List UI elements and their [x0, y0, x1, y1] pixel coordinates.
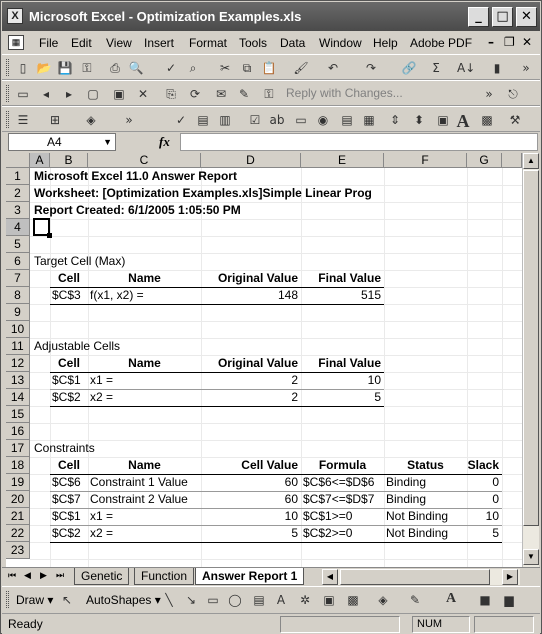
- table-rule: [50, 304, 384, 305]
- gridline: [502, 168, 503, 567]
- row-header[interactable]: 12: [6, 355, 30, 372]
- show-all-comments-icon[interactable]: ▣: [113, 87, 125, 101]
- section-target-cell: Target Cell (Max): [34, 254, 126, 268]
- table-row-final: 10: [367, 373, 381, 387]
- row-header[interactable]: 8: [6, 287, 30, 304]
- textbox-icon[interactable]: ▤: [253, 593, 265, 607]
- table-header-name: Name: [128, 271, 161, 285]
- hyperlink-icon[interactable]: 🔗: [401, 61, 417, 75]
- row-header[interactable]: 14: [6, 389, 30, 406]
- align-icon[interactable]: ☰: [17, 113, 29, 127]
- table-row-name: f(x1, x2) =: [90, 288, 144, 302]
- menu-adobe-pdf[interactable]: Adobe PDF: [410, 36, 473, 50]
- menu-data[interactable]: Data: [280, 36, 306, 50]
- row-header[interactable]: 20: [6, 491, 30, 508]
- table-row-original: 2: [291, 390, 298, 404]
- worksheet-grid[interactable]: [6, 153, 522, 567]
- table-header-final: Final Value: [318, 356, 381, 370]
- row-header[interactable]: 16: [6, 423, 30, 440]
- row-header[interactable]: 4: [6, 219, 30, 236]
- toolbar-options-icon[interactable]: »: [485, 87, 493, 101]
- standard-toolbar: [2, 54, 540, 80]
- delete-comment-icon[interactable]: ✕: [137, 87, 149, 101]
- row-header[interactable]: 23: [6, 542, 30, 559]
- next-comment-icon[interactable]: ▸: [65, 87, 73, 101]
- next-sheet-icon[interactable]: ▶: [40, 570, 47, 580]
- reviewing-toolbar: [2, 80, 540, 106]
- print-preview-icon[interactable]: 🔍: [128, 61, 144, 75]
- row-header[interactable]: 21: [6, 508, 30, 525]
- workbook-icon[interactable]: ▦: [8, 35, 24, 50]
- arrow-icon[interactable]: ↘: [185, 593, 197, 607]
- table-row-name: Constraint 1 Value: [90, 475, 188, 489]
- row-header[interactable]: 11: [6, 338, 30, 355]
- table-row-slack: 0: [492, 475, 499, 489]
- column-header-e[interactable]: E: [301, 153, 384, 168]
- table-row-name: x1 =: [90, 509, 114, 523]
- shadow-icon[interactable]: ▆: [504, 593, 514, 607]
- drawing-toolbar: [2, 586, 540, 613]
- spelling-icon[interactable]: ✓: [165, 61, 177, 75]
- tools-icon[interactable]: ⚒: [509, 113, 521, 127]
- checkbox-control-icon[interactable]: ☑: [249, 113, 261, 127]
- fill-color-icon[interactable]: ◈: [378, 593, 388, 607]
- row-header[interactable]: 13: [6, 372, 30, 389]
- table-row-value: 60: [284, 492, 298, 506]
- table-row-formula: $C$1>=0: [303, 509, 353, 523]
- diagram-icon[interactable]: ✲: [299, 593, 311, 607]
- section-adjustable-cells: Adjustable Cells: [34, 339, 121, 353]
- column-header-b[interactable]: B: [50, 153, 88, 168]
- select-all-corner[interactable]: [6, 153, 30, 168]
- table-row-status: Not Binding: [386, 526, 449, 540]
- column-header-h[interactable]: [502, 153, 522, 168]
- sheet-tab-function[interactable]: Function: [134, 568, 194, 585]
- highlight-changes-icon[interactable]: ✎: [238, 87, 250, 101]
- menu-edit[interactable]: Edit: [71, 36, 92, 50]
- permission-icon[interactable]: ⚿: [82, 61, 92, 75]
- horizontal-scrollbar[interactable]: [322, 569, 520, 585]
- column-header-d[interactable]: D: [201, 153, 301, 168]
- picture-icon[interactable]: ▩: [347, 593, 359, 607]
- column-header-c[interactable]: C: [88, 153, 201, 168]
- table-row-slack: 0: [492, 492, 499, 506]
- menu-bar: [2, 32, 540, 54]
- toolbar-grip[interactable]: [6, 85, 9, 102]
- toolbar-options-icon[interactable]: »: [522, 61, 530, 75]
- table-header-original: Original Value: [217, 356, 298, 370]
- clip-art-icon[interactable]: ▣: [323, 593, 335, 607]
- table-row-cell-ref: $C$3: [52, 288, 81, 302]
- combobox-icon[interactable]: ▦: [363, 113, 375, 127]
- spinner-icon[interactable]: ⬍: [413, 113, 425, 127]
- table-header-name: Name: [128, 458, 161, 472]
- scrollbar-control-icon[interactable]: ⇕: [389, 113, 401, 127]
- insert-function-icon[interactable]: fx: [159, 134, 170, 149]
- table-rule: [50, 542, 502, 543]
- text-a-icon[interactable]: A: [456, 111, 470, 131]
- paste-icon[interactable]: 📋: [261, 61, 277, 75]
- frame-control-icon[interactable]: ▭: [295, 113, 307, 127]
- menu-format[interactable]: Format: [189, 36, 228, 50]
- table-header-status: Status: [407, 458, 444, 472]
- update-file-icon[interactable]: ⟳: [189, 87, 201, 101]
- row-header[interactable]: 9: [6, 304, 30, 321]
- doc-minimize-button[interactable]: –: [488, 35, 494, 49]
- column-header-a[interactable]: A: [30, 153, 50, 168]
- report-created: Report Created: 6/1/2005 1:05:50 PM: [34, 203, 241, 217]
- table-row-name: x2 =: [90, 390, 114, 404]
- menu-view[interactable]: View: [106, 36, 132, 50]
- autosum-icon[interactable]: Σ: [432, 61, 440, 75]
- minimize-button[interactable]: _: [468, 7, 489, 27]
- new-comment-icon[interactable]: ▭: [17, 87, 29, 101]
- gridline: [30, 321, 522, 322]
- wordart-icon[interactable]: A: [276, 593, 286, 607]
- draw-menu-button[interactable]: Draw ▾: [16, 593, 54, 607]
- cut-icon[interactable]: ✂: [219, 61, 231, 75]
- row-header[interactable]: 15: [6, 406, 30, 423]
- table-row-status: Not Binding: [386, 509, 449, 523]
- table-header-name: Name: [128, 356, 161, 370]
- table-header-cell: Cell: [57, 458, 80, 472]
- scroll-down-icon[interactable]: ▼: [523, 549, 539, 565]
- image-control-icon[interactable]: ▩: [481, 113, 493, 127]
- menu-insert[interactable]: Insert: [144, 36, 175, 50]
- scroll-left-icon[interactable]: ◀: [322, 569, 338, 585]
- status-panel: [474, 616, 534, 633]
- table-header-cell: Cell: [57, 271, 80, 285]
- row-header[interactable]: 10: [6, 321, 30, 338]
- table-row-status: Binding: [386, 475, 427, 489]
- toolbar-grip[interactable]: [6, 591, 9, 608]
- title-bar: [2, 2, 540, 31]
- open-icon[interactable]: 📂: [36, 61, 52, 75]
- table-row-name: Constraint 2 Value: [90, 492, 188, 506]
- name-box-value: A4: [47, 135, 62, 149]
- sheet-tab-bar: [2, 567, 540, 585]
- menu-file[interactable]: File: [39, 36, 59, 50]
- table-row-value: 10: [284, 509, 298, 523]
- horizontal-scroll-thumb[interactable]: [340, 569, 490, 585]
- gridline: [30, 423, 522, 424]
- undo-icon[interactable]: ↶: [327, 61, 339, 75]
- print-icon[interactable]: ⎙: [110, 61, 120, 75]
- research-icon[interactable]: ⌕: [189, 61, 197, 75]
- select-objects-icon[interactable]: ↖: [61, 593, 73, 607]
- gridline: [30, 559, 522, 560]
- save-icon[interactable]: 💾: [57, 61, 73, 75]
- formula-input[interactable]: [180, 133, 538, 151]
- vertical-scroll-thumb[interactable]: [523, 170, 539, 526]
- window-title: Microsoft Excel - Optimization Examples.xls: [29, 9, 302, 24]
- column-header-g[interactable]: G: [467, 153, 502, 168]
- section-constraints: Constraints: [34, 441, 95, 455]
- reply-with-changes-button[interactable]: Reply with Changes...: [286, 86, 403, 100]
- status-text: Ready: [8, 617, 43, 631]
- table-header-final: Final Value: [318, 271, 381, 285]
- form-icon[interactable]: ▤: [197, 113, 209, 127]
- table-row-status: Binding: [386, 492, 427, 506]
- row-header[interactable]: 5: [6, 236, 30, 253]
- oval-icon[interactable]: ◯: [228, 593, 242, 607]
- row-header[interactable]: 18: [6, 457, 30, 474]
- prev-sheet-icon[interactable]: ◀: [24, 570, 31, 580]
- toolbar-options-icon[interactable]: »: [125, 113, 133, 127]
- table-row-original: 2: [291, 373, 298, 387]
- rectangle-icon[interactable]: ▭: [207, 593, 219, 607]
- show-comment-icon[interactable]: ▢: [87, 87, 99, 101]
- table-rule: [50, 406, 384, 407]
- row-header[interactable]: 17: [6, 440, 30, 457]
- fill-color-icon[interactable]: ◈: [86, 113, 96, 127]
- listbox-icon[interactable]: ▤: [341, 113, 353, 127]
- table-row-cell-ref: $C$2: [52, 390, 81, 404]
- last-sheet-icon[interactable]: ⏭: [56, 570, 65, 580]
- sheet-tab-genetic[interactable]: Genetic: [74, 568, 129, 585]
- table-row-slack: 10: [485, 509, 499, 523]
- name-box[interactable]: [8, 133, 116, 151]
- table-row-value: 5: [291, 526, 298, 540]
- row-header[interactable]: 2: [6, 185, 30, 202]
- table-header-cell-value: Cell Value: [241, 458, 298, 472]
- name-box-dropdown-icon[interactable]: ▼: [103, 137, 112, 147]
- row-header[interactable]: 3: [6, 202, 30, 219]
- label-icon[interactable]: ▥: [219, 113, 231, 127]
- toolbar-grip[interactable]: [6, 111, 9, 128]
- table-row-cell-ref: $C$2: [52, 526, 81, 540]
- checkmark-icon[interactable]: ✓: [175, 113, 187, 127]
- table-header-formula: Formula: [318, 458, 367, 472]
- table-row-name: x1 =: [90, 373, 114, 387]
- gridline: [30, 440, 522, 441]
- report-worksheet: Worksheet: [Optimization Examples.xls]Simple Linear Prog: [34, 186, 372, 200]
- status-bar: [2, 613, 540, 634]
- line-color-icon[interactable]: ✎: [409, 593, 421, 607]
- menu-window[interactable]: Window: [319, 36, 362, 50]
- close-button[interactable]: ✕: [516, 7, 537, 27]
- sort-ascending-icon[interactable]: A↓: [457, 61, 476, 75]
- scroll-up-icon[interactable]: ▲: [523, 153, 539, 169]
- table-row-cell-ref: $C$1: [52, 373, 81, 387]
- sheet-tab-answer-report[interactable]: Answer Report 1: [195, 568, 304, 585]
- copy-icon[interactable]: ⧉: [242, 61, 252, 75]
- menu-tools[interactable]: Tools: [239, 36, 268, 50]
- table-row-cell-ref: $C$7: [52, 492, 81, 506]
- autoshapes-menu-button[interactable]: AutoShapes ▾: [86, 593, 161, 607]
- doc-restore-button[interactable]: ❐: [504, 35, 515, 49]
- track-changes-icon[interactable]: ⎘: [166, 87, 176, 101]
- active-cell-a4[interactable]: [33, 218, 50, 236]
- font-color-icon[interactable]: A: [445, 591, 457, 606]
- gridline: [30, 219, 522, 220]
- first-sheet-icon[interactable]: ⏮: [8, 570, 17, 580]
- line-style-icon[interactable]: ■: [479, 593, 491, 607]
- table-header-cell: Cell: [57, 356, 80, 370]
- protect-icon[interactable]: ⚿: [264, 87, 274, 101]
- table-row-formula: $C$2>=0: [303, 526, 353, 540]
- maximize-button[interactable]: □: [492, 7, 513, 27]
- toolbar-grip[interactable]: [6, 59, 9, 76]
- send-to-icon[interactable]: ✉: [215, 87, 227, 101]
- vertical-scrollbar[interactable]: [522, 153, 539, 567]
- row-header[interactable]: 6: [6, 253, 30, 270]
- table-row-name: x2 =: [90, 526, 114, 540]
- format-painter-icon[interactable]: 🖌: [293, 61, 309, 75]
- menu-help[interactable]: Help: [373, 36, 398, 50]
- status-panel: [280, 616, 400, 633]
- table-row-cell-ref: $C$1: [52, 509, 81, 523]
- table-header-slack: Slack: [467, 458, 499, 472]
- table-row-formula: $C$7<=$D$7: [303, 492, 375, 506]
- redo-icon[interactable]: ↷: [365, 61, 377, 75]
- table-row-formula: $C$6<=$D$6: [303, 475, 375, 489]
- chart-wizard-icon[interactable]: ▮: [493, 61, 501, 75]
- formula-bar: [2, 132, 540, 152]
- forms-toolbar: [2, 106, 540, 132]
- row-header[interactable]: 7: [6, 270, 30, 287]
- borders-icon[interactable]: ⊞: [49, 113, 61, 127]
- table-row-slack: 5: [492, 526, 499, 540]
- new-icon[interactable]: ▯: [19, 61, 27, 75]
- table-row-value: 60: [284, 475, 298, 489]
- row-header[interactable]: 1: [6, 168, 30, 185]
- excel-app-icon[interactable]: X: [7, 8, 23, 24]
- control-properties-icon[interactable]: ▣: [437, 113, 449, 127]
- doc-close-button[interactable]: ✕: [522, 35, 533, 49]
- line-icon[interactable]: ╲: [165, 593, 173, 607]
- report-title: Microsoft Excel 11.0 Answer Report: [34, 169, 237, 183]
- row-header[interactable]: 22: [6, 525, 30, 542]
- table-header-original: Original Value: [217, 271, 298, 285]
- table-row-cell-ref: $C$6: [52, 475, 81, 489]
- table-row-original: 148: [277, 288, 298, 302]
- table-row-final: 5: [374, 390, 381, 404]
- num-lock-indicator: NUM: [412, 616, 470, 633]
- gridline: [30, 236, 522, 237]
- previous-comment-icon[interactable]: ◂: [42, 87, 50, 101]
- end-review-icon[interactable]: ⎋: [508, 87, 518, 101]
- table-row-final: 515: [360, 288, 381, 302]
- row-header[interactable]: 19: [6, 474, 30, 491]
- scroll-right-icon[interactable]: ▶: [502, 569, 518, 585]
- textbox-control-icon[interactable]: ab: [269, 113, 285, 127]
- option-button-icon[interactable]: ◉: [317, 113, 329, 127]
- column-header-f[interactable]: F: [384, 153, 467, 168]
